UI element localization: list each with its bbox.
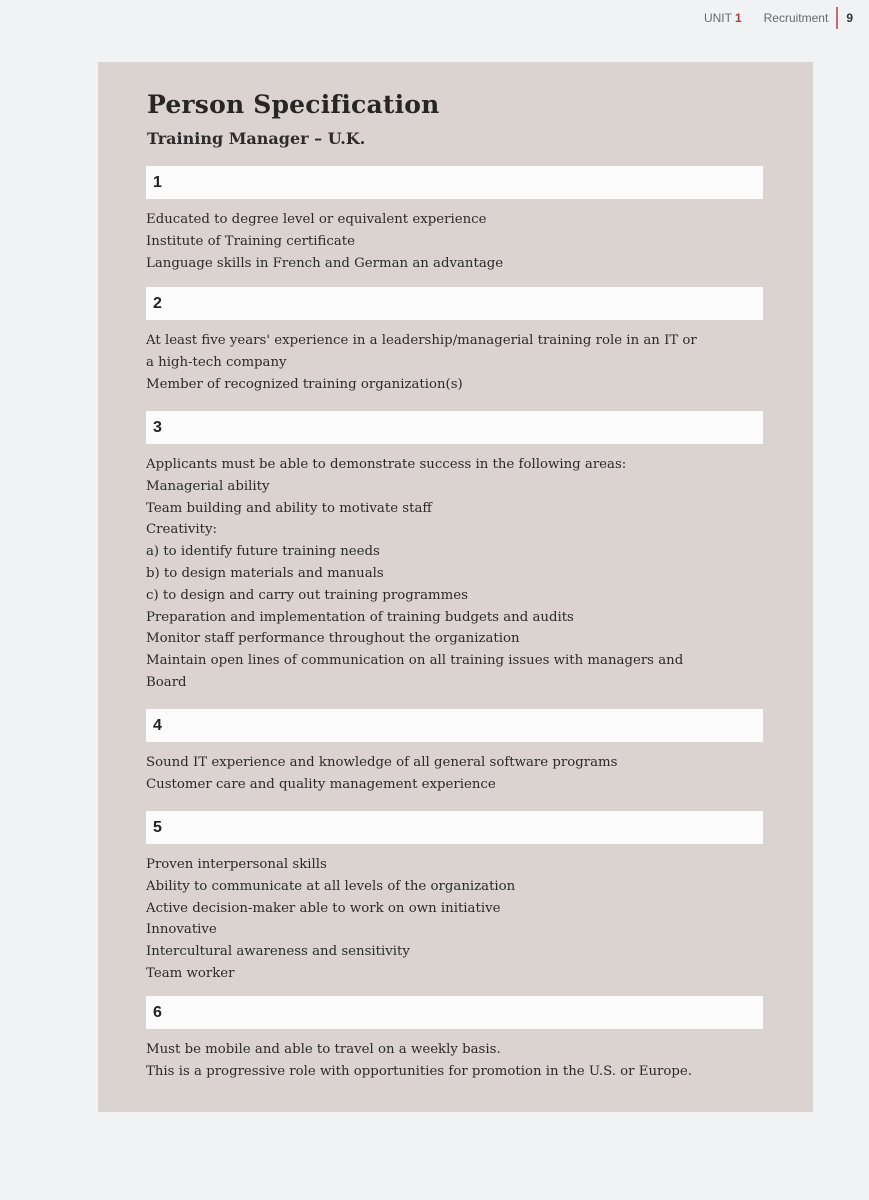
section-lines [146, 330, 763, 395]
spec-line: Language skills in French and German an advantage [146, 255, 504, 271]
section-lines [146, 454, 763, 694]
section-number-bar: 3 [146, 411, 763, 444]
spec-line: a high-tech company [146, 354, 287, 370]
section-number-bar: 6 [146, 996, 763, 1029]
section-lines [146, 1039, 763, 1083]
section-number-bar: 5 [146, 811, 763, 844]
chapter-title: Recruitment [763, 11, 829, 25]
divider [836, 7, 838, 29]
spec-line: Maintain open lines of communication on all training issues with managers and [146, 653, 684, 669]
section-lines [146, 752, 763, 796]
section-number-bar: 1 [146, 166, 763, 199]
spec-line: Team worker [146, 965, 235, 981]
spec-line: Managerial ability [146, 478, 270, 494]
spec-section-6 [146, 996, 763, 1083]
section-number-bar: 4 [146, 709, 763, 742]
spec-line: Applicants must be able to demonstrate success in the following areas: [146, 457, 627, 472]
unit-number: 1 [734, 11, 742, 25]
spec-line: Preparation and implementation of training budgets and audits [146, 609, 574, 625]
spec-line: Team building and ability to motivate staff [146, 500, 432, 516]
spec-line: b) to design materials and manuals [146, 565, 384, 581]
spec-line: Innovative [146, 922, 217, 938]
spec-section-2 [146, 287, 763, 395]
spec-line: Proven interpersonal skills [146, 857, 327, 872]
spec-section-3 [146, 411, 763, 694]
section-number-bar: 2 [146, 287, 763, 320]
section-lines [146, 209, 763, 274]
spec-line: Sound IT experience and knowledge of all general software programs [146, 755, 618, 770]
section-lines [146, 854, 763, 985]
spec-line: Ability to communicate at all levels of the organization [146, 878, 516, 894]
page-number: 9 [846, 11, 853, 25]
spec-line: Member of recognized training organization(s) [146, 376, 463, 392]
spec-line: Must be mobile and able to travel on a weekly basis. [146, 1042, 501, 1057]
running-head [704, 7, 853, 29]
spec-line: Board [146, 674, 187, 690]
spec-line: Intercultural awareness and sensitivity [146, 944, 410, 960]
spec-line: Creativity: [146, 522, 218, 538]
spec-line: Educated to degree level or equivalent experience [146, 212, 487, 227]
person-specification-panel [98, 62, 813, 1112]
page-title: Person Specification [147, 90, 440, 119]
spec-line: This is a progressive role with opportunities for promotion in the U.S. or Europe. [146, 1063, 692, 1079]
page-subtitle: Training Manager – U.K. [147, 129, 366, 148]
spec-line: Institute of Training certificate [146, 233, 355, 249]
spec-line: Customer care and quality management experience [146, 776, 496, 792]
spec-line: c) to design and carry out training programmes [146, 587, 468, 603]
spec-line: Monitor staff performance throughout the organization [146, 631, 520, 647]
spec-line: a) to identify future training needs [146, 544, 380, 560]
spec-section-5 [146, 811, 763, 985]
spec-line: At least five years' experience in a leadership/managerial training role in an IT or [146, 333, 697, 348]
spec-section-1 [146, 166, 763, 274]
unit-label: UNIT [703, 11, 732, 25]
spec-section-4 [146, 709, 763, 796]
spec-line: Active decision-maker able to work on own initiative [146, 900, 501, 916]
